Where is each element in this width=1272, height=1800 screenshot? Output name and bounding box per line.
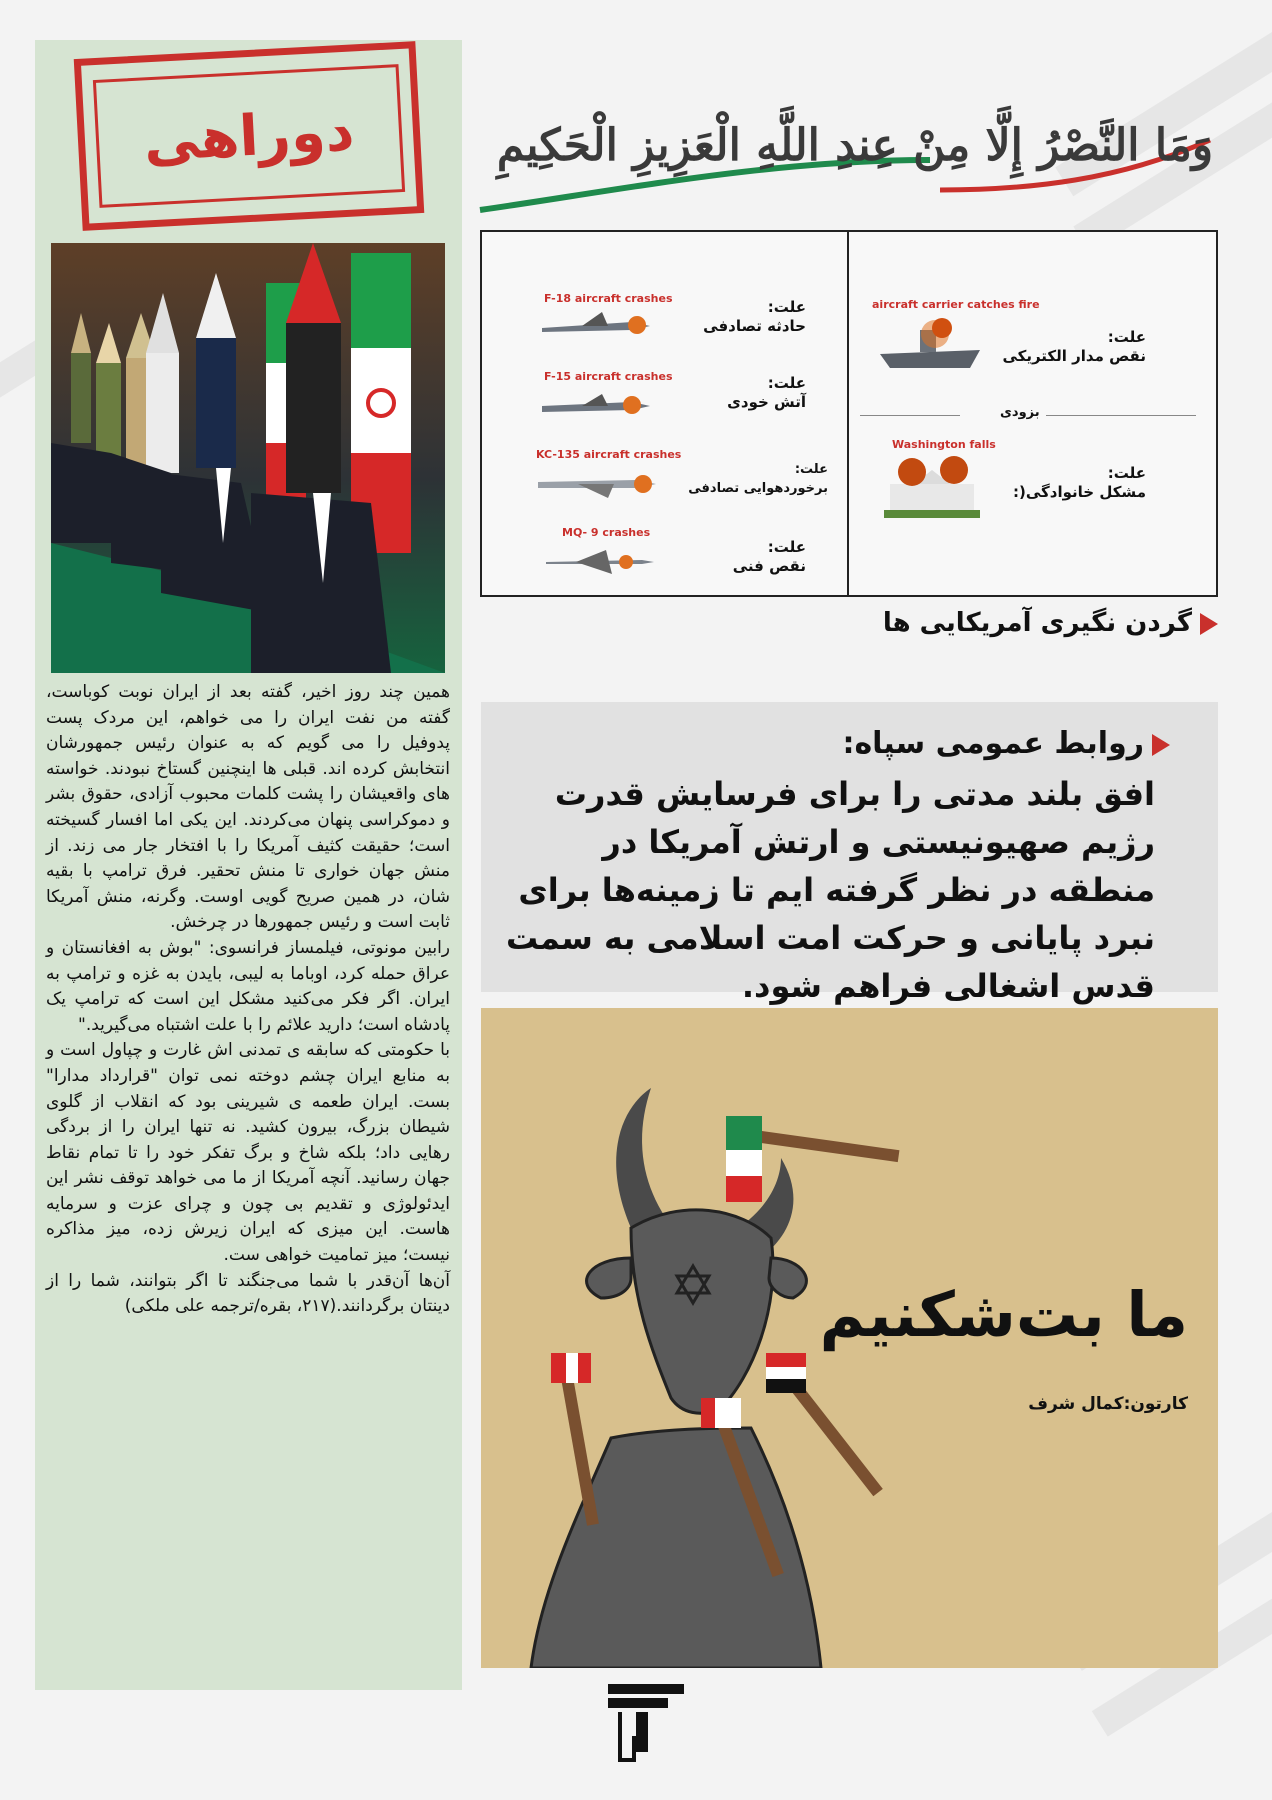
tanker-plane-icon — [538, 468, 658, 504]
article-paragraph: با حکومتی که سابقه ی تمدنی اش غارت و چپاول است و به منابع ایران چشم دوخته نمی توان "قرارداد مدارا" بست. ایران طعمه ی شیرینی بود که انقلاب از گلوی شیطان بزرگ، بیرون کشید. نه تنها ایران را از بردگی رهایی داد؛ بلکه شاخ و برگ تفکر خود را تا تمام نقاط جهان رسانید. آنچه آمریکا از ما می خواهد توقف نشر این ایدئولوژی و تقدیم بی چون و چرای عزت و سرمایه هاست. این میزی که ایران زیرش زده، میز مذاکره نیست؛ میز تمامیت خواهی ست. — [46, 1040, 450, 1266]
section-heading-neck-breaking — [480, 608, 1218, 638]
triangle-bullet-icon — [1152, 734, 1170, 756]
idol-breaking-cartoon — [481, 1008, 1218, 1668]
drone-icon — [546, 546, 656, 582]
item-caption: aircraft carrier catches fire — [872, 298, 1040, 311]
fighter-jet-icon — [542, 390, 652, 424]
quran-verse-title — [470, 40, 1240, 220]
soon-divider — [860, 405, 1196, 421]
aircraft-carrier-icon — [880, 316, 980, 380]
article-paragraph: همین چند روز اخیر، گفته بعد از ایران نوبت کوباست، گفته من نفت ایران را می خواهم، این مردک پست پدوفیل را می گویم که به عنوان رئیس جمهورشان انتخابش کرده اند. قبلی ها اینچنین گستاخ نبودند. خواسته های واقعیشان را پشت کلمات محبوب آزادی، حقوق بشر و دموکراسی پنهان می‌کردند. این یکی اما افسار گسیخته است؛ حقیقت کثیف آمریکا را با افتخار جار می زند. از منش جهان خواری تا منش تحقیر. فرق ترامپ با بقیه شان، در همین صریح گویی اوست. وگرنه، منش آمریکا ثابت است و رئیس جمهورها در چرخش. — [46, 682, 450, 933]
item-caption: F-18 aircraft crashes — [544, 292, 673, 305]
item-caption: Washington falls — [892, 438, 996, 451]
item-reason: علت: آتش خودی — [727, 374, 806, 411]
article-paragraph: آن‌ها آن‌قدر با شما می‌جنگند تا اگر بتوانند، شما را از دینتان برگردانند.(۲۱۷، بقره/ترجمه علی ملکی) — [46, 1270, 450, 1317]
stamp-label: دوراهی — [142, 98, 356, 174]
item-reason: علت: برخوردهوایی تصادفی — [688, 462, 828, 496]
item-reason: علت: مشکل خانوادگی(: — [1013, 464, 1146, 501]
crashes-infographic — [480, 230, 1218, 597]
verse-text: وَمَا النَّصْرُ إِلَّا مِنْ عِندِ اللَّهِ الْعَزِيزِ الْحَكِيمِ — [496, 120, 1214, 171]
column-divider — [847, 232, 849, 595]
item-reason: علت: نقص مدار الکتریکی — [1002, 328, 1146, 365]
fighter-jet-icon — [542, 310, 652, 344]
item-reason: علت: حادثه تصادفی — [703, 298, 806, 335]
irgc-quote-box — [481, 702, 1218, 1005]
cartoon-credit: کارتون:کمال شرف — [1028, 1394, 1188, 1414]
stamp-badge — [74, 41, 425, 231]
triangle-bullet-icon — [1200, 613, 1218, 635]
item-caption: KC-135 aircraft crashes — [536, 448, 682, 461]
section-heading-text: گردن نگیری آمریکایی ها — [882, 608, 1192, 638]
soon-label: بزودی — [1000, 405, 1040, 420]
organization-logo — [600, 1676, 692, 1776]
item-reason: علت: نقص فنی — [732, 538, 806, 575]
item-caption: F-15 aircraft crashes — [544, 370, 673, 383]
missiles-at-table-photo — [51, 243, 445, 673]
quote-heading — [842, 726, 1170, 761]
article-paragraph: رابین مونوتی، فیلمساز فرانسوی: "بوش به افغانستان و عراق حمله کرد، اوباما به لیبی، بایدن به غزه و ترامپ به ایران. اگر فکر می‌کنید مشکل این است که ترامپ یک پادشاه است؛ دارید علائم را با علت اشتباه می‌گیرید." — [46, 937, 450, 1035]
cartoon-title: ما بت‌شکنیم — [819, 1278, 1188, 1351]
article-text — [46, 680, 450, 1320]
white-house-burning-icon — [884, 454, 980, 522]
item-caption: MQ- 9 crashes — [562, 526, 651, 539]
quote-heading-text: روابط عمومی سپاه: — [842, 726, 1144, 761]
quote-text: افق بلند مدتی را برای فرسایش قدرت رژیم صهیونیستی و ارتش آمریکا در منطقه در نظر گرفته ایم تا زمینه‌ها برای نبرد پایانی و حرکت امت اسلامی به سمت قدس اشغالی فراهم شود. — [506, 775, 1155, 1005]
